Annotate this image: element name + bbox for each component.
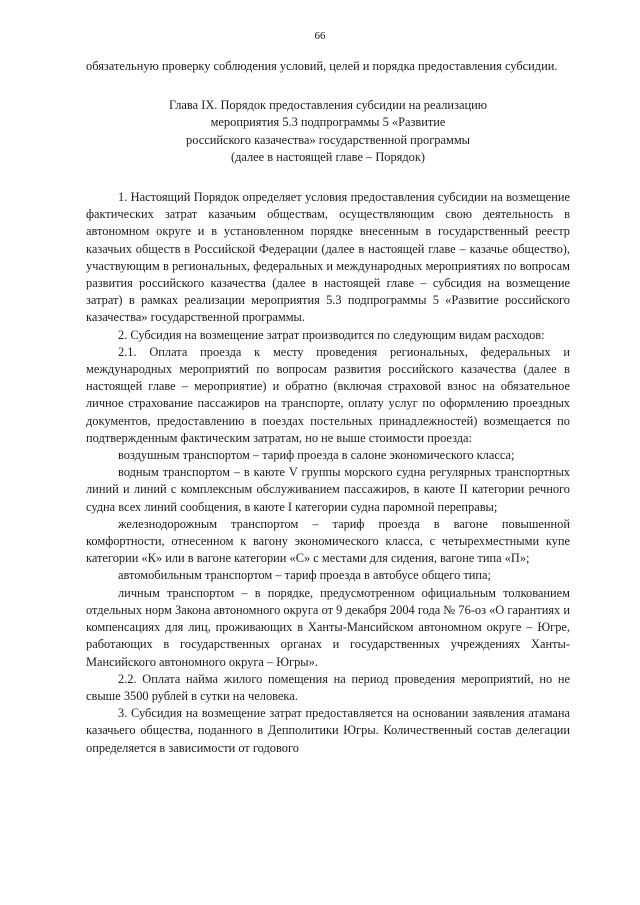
- transport-air: воздушным транспортом – тариф проезда в салоне экономического класса;: [118, 448, 515, 463]
- transport-personal: личным транспортом – в порядке, предусмотренном официальным толкованием отдельных норм Закона автономного округа от 9 декабря 2004 года № 76-оз «О гарантиях и компенсациях для лиц, проживающих в Ханты-Мансийском автономном округе – Югре, работающих в государственных органах и государственных учреждениях Ханты-Мансийского автономного округа – Югры».: [86, 585, 570, 669]
- chapter-heading-line3: российского казачества» государственной программы: [186, 132, 470, 147]
- chapter-heading-line2: мероприятия 5.3 подпрограммы 5 «Развитие: [210, 115, 446, 130]
- page-number: 66: [314, 30, 326, 42]
- chapter-heading-line4: (далее в настоящей главе – Порядок): [230, 149, 426, 164]
- transport-rail: железнодорожным транспортом – тариф проезда в вагоне повышенной комфортности, отнесенном к вагону экономического класса, с четырехместными купе категории «К» или в вагоне категории «С» с местами для сидения, вагоне типа «П»;: [86, 516, 570, 566]
- paragraph-1: 1. Настоящий Порядок определяет условия предоставления субсидии на возмещение фактических затрат казачьим обществам, осуществляющим свою деятельность в автономном округе и в установленном порядке внесенным в государственный реестр казачьих обществ в Российской Федерации (далее в настоящей главе – казачье общество), участвующим в региональных, федеральных и международных мероприятиях по вопросам развития российского казачества (далее в настоящей главе – субсидия на возмещение затрат) в рамках реализации мероприятия 5.3 подпрограммы 5 «Развитие российского казачества» государственной программы.: [86, 190, 570, 325]
- chapter-heading: [86, 97, 570, 166]
- paragraph-2-2: 2.2. Оплата найма жилого помещения на период проведения мероприятий, но не свыше 3500 рублей в сутки на человека.: [86, 671, 570, 703]
- intro-fragment: обязательную проверку соблюдения условий, целей и порядка предоставления субсидии.: [86, 59, 558, 73]
- paragraph-2-1: 2.1. Оплата проезда к месту проведения региональных, федеральных и международных мероприятий по вопросам развития российского казачества (далее в настоящей главе – мероприятие) и обратно (включая страховой взнос на обязательное личное страхование пассажиров на транспорте, оплату услуг по оформлению проездных документов, предоставлению в поездах постельных принадлежностей) возмещается по подтвержденным фактическим затратам, но не выше стоимости проезда:: [86, 344, 570, 445]
- paragraph-3: 3. Субсидия на возмещение затрат предоставляется на основании заявления атамана казачьего общества, поданного в Депполитики Югры. Количественный состав делегации определяется в зависимости от годового: [86, 706, 570, 755]
- chapter-heading-line1: Глава IX. Порядок предоставления субсидии на реализацию: [169, 98, 487, 113]
- paragraph-2: 2. Субсидия на возмещение затрат производится по следующим видам расходов:: [118, 327, 545, 342]
- document-body: [86, 58, 570, 757]
- transport-bus: автомобильным транспортом – тариф проезда в автобусе общего типа;: [118, 568, 491, 583]
- transport-water: водным транспортом – в каюте V группы морского судна регулярных транспортных линий и линий с комплексным обслуживанием пассажиров, в каюте II категории речного судна всех линий сообщения, в каюте I категории судна паромной переправы;: [86, 465, 570, 514]
